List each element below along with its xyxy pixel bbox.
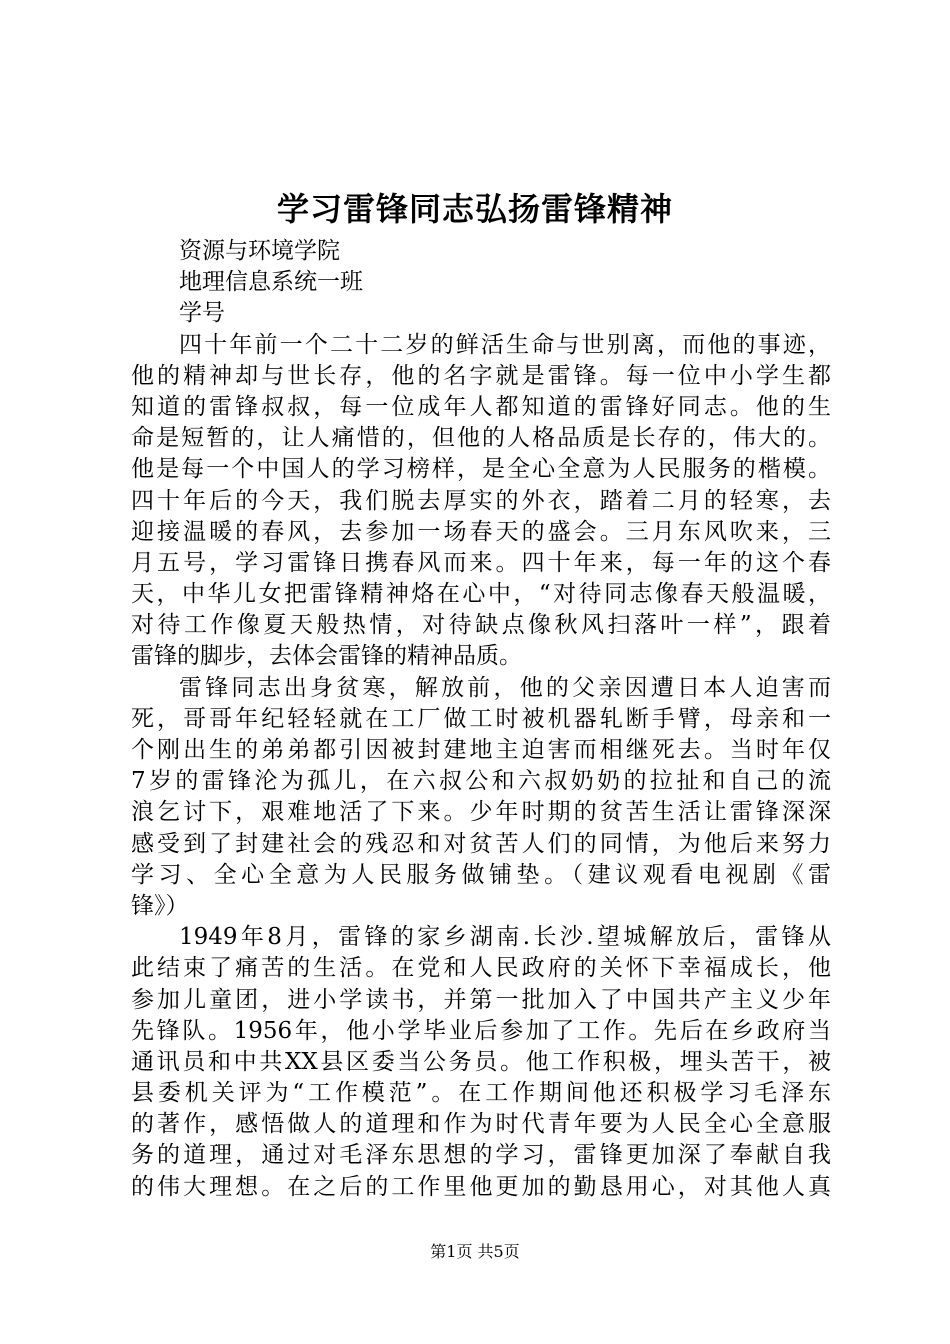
paragraph-line: 他是每一个中国人的学习榜样，是全心全意为人民服务的楷模。 xyxy=(131,456,831,483)
paragraph-line: 个刚出生的弟弟都引因被封建地主迫害而相继死去。当时年仅 xyxy=(131,737,831,763)
paragraph xyxy=(131,922,831,1203)
paragraph-line: 对待工作像夏天般热情，对待缺点像秋风扫落叶一样”，跟着 xyxy=(131,612,831,639)
paragraph-line: 县委机关评为“工作模范”。在工作期间他还积极学习毛泽东 xyxy=(131,1080,831,1107)
paragraph-line: 他的精神却与世长存，他的名字就是雷锋。每一位中小学生都 xyxy=(131,362,831,389)
class-line: 地理信息系统一班 xyxy=(179,269,363,296)
paragraph-line: 1949年8月，雷锋的家乡湖南.长沙.望城解放后，雷锋从 xyxy=(179,924,831,951)
paragraph-line: 浪乞讨下，艰难地活了下来。少年时期的贫苦生活让雷锋深深 xyxy=(131,799,831,826)
paragraph-line: 先锋队。1956年，他小学毕业后参加了工作。先后在乡政府当 xyxy=(131,1017,831,1044)
paragraph-line: 雷锋同志出身贫寒，解放前，他的父亲因遭日本人迫害而 xyxy=(179,674,831,701)
paragraph-line: 务的道理，通过对毛泽东思想的学习，雷锋更加深了奉献自我 xyxy=(131,1142,831,1169)
paragraph-line: 天，中华儿女把雷锋精神烙在心中，“对待同志像春天般温暖， xyxy=(131,581,831,608)
paragraph-line: 月五号，学习雷锋日携春风而来。四十年来，每一年的这个春 xyxy=(131,549,831,576)
paragraph-line: 雷锋的脚步，去体会雷锋的精神品质。 xyxy=(131,643,522,670)
paragraph-line: 四十年前一个二十二岁的鲜活生命与世别离，而他的事迹， xyxy=(179,331,831,358)
paragraph-line: 参加儿童团，进小学读书，并第一批加入了中国共产主义少年 xyxy=(131,986,831,1013)
paragraph-line: 感受到了封建社会的残忍和对贫苦人们的同情，为他后来努力 xyxy=(131,830,831,857)
page-footer: 第1页 共5页 xyxy=(430,1242,520,1261)
paragraph xyxy=(131,673,831,923)
student-id-line: 学号 xyxy=(179,300,225,327)
paragraph-line: 7岁的雷锋沦为孤儿，在六叔公和六叔奶奶的拉扯和自己的流 xyxy=(131,768,831,795)
paragraph-line: 的伟大理想。在之后的工作里他更加的勤恳用心，对其他人真 xyxy=(131,1173,831,1200)
paragraph-line: 知道的雷锋叔叔，每一位成年人都知道的雷锋好同志。他的生 xyxy=(131,393,831,420)
paragraph-line: 此结束了痛苦的生活。在党和人民政府的关怀下幸福成长，他 xyxy=(131,955,831,982)
paragraph-line: 学习、全心全意为人民服务做铺垫。（建议观看电视剧《雷 xyxy=(131,861,831,888)
document-body xyxy=(131,236,831,1203)
document-title: 学习雷锋同志弘扬雷锋精神 xyxy=(276,190,673,228)
paragraph-line: 的著作，感悟做人的道理和作为时代青年要为人民全心全意服 xyxy=(131,1111,831,1138)
school-line: 资源与环境学院 xyxy=(179,238,340,264)
paragraph-line: 死，哥哥年纪轻轻就在工厂做工时被机器轧断手臂，母亲和一 xyxy=(131,705,831,732)
paragraph-line: 通讯员和中共XX县区委当公务员。他工作积极，埋头苦干，被 xyxy=(131,1048,831,1075)
paragraph-line: 迎接温暖的春风，去参加一场春天的盛会。三月东风吹来，三 xyxy=(131,518,831,545)
paragraph xyxy=(131,330,831,673)
paragraph-line: 四十年后的今天，我们脱去厚实的外衣，踏着二月的轻寒，去 xyxy=(131,487,831,514)
paragraph-line: 命是短暂的，让人痛惜的，但他的人格品质是长存的，伟大的。 xyxy=(131,425,831,452)
paragraph-line: 锋》） xyxy=(131,892,189,919)
